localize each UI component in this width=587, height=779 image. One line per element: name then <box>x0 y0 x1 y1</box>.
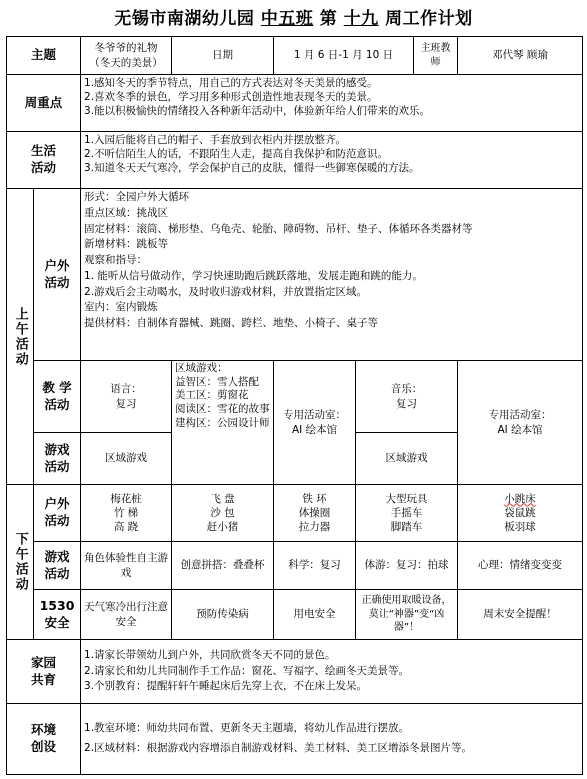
title-class: 中五班 <box>260 9 314 29</box>
week-focus-label: 周重点 <box>7 75 81 132</box>
safety-cell-3: 用电安全 <box>274 590 356 640</box>
life-label: 生活 活动 <box>7 132 81 189</box>
morning-game-a: 区域游戏 <box>81 433 172 485</box>
title-mid: 第 <box>319 9 338 29</box>
safety-cell-1: 天气寒冷出行注意安全 <box>81 590 172 640</box>
outdoor-col-4: 大型玩具 手摇车 脚踏车 <box>356 485 458 542</box>
afternoon-game-1: 角色体验性自主游戏 <box>81 542 172 590</box>
outdoor-col-3: 铁 环 体操圈 拉力器 <box>274 485 356 542</box>
title-prefix: 无锡市南湖幼儿园 <box>114 9 255 29</box>
morning-outdoor-content: 形式：全园户外大循环 重点区域：挑战区 固定材料：滚筒、梯形垫、乌龟壳、轮胎、障碍物、吊杆、垫子、体循环各类器材等 新增材料：跳板等 观察和指导： 1. 能听从信号做动作，学习快速助跑后跳跃落地，发展走跑和跳的能力。 2.游戏后会主动喝水，及时收归游戏材料，并放置指定区域。 室内：室内锻炼 提供材料：自制体育器械、跳圈、跨栏、地垫、小椅子、桌子等 <box>81 189 583 361</box>
safety-cell-2: 预防传染病 <box>172 590 274 640</box>
env-content <box>81 704 583 775</box>
outdoor-col-5: 小跳床 袋鼠跳 板羽球 <box>458 485 583 542</box>
morning-outdoor-label: 户外 活动 <box>34 189 81 361</box>
safety-cell-4: 正确使用取暖设备，莫让“神器”变“凶器”！ <box>356 590 458 640</box>
area-game-cell: 区域游戏： 益智区：雪人搭配 美工区：剪窗花 阅读区：雪花的故事 建构区：公园设计师 <box>172 361 274 485</box>
life-item: 1.入园后能将自己的帽子、手套放到衣柜内并摆放整齐。 <box>84 134 347 146</box>
week-focus-item: 3.能以积极愉快的情绪投入各种新年活动中，体验新年给人们带来的欢乐。 <box>84 105 431 118</box>
theme-value: 冬爷爷的礼物 （冬天的美景） <box>81 37 172 75</box>
page-title <box>0 4 587 29</box>
week-focus-content <box>81 75 583 132</box>
music-cell: 音乐： 复习 <box>356 361 458 433</box>
morning-game-label: 游戏 活动 <box>34 433 81 485</box>
home-label: 家园 共育 <box>7 640 81 704</box>
teacher-value: 邓代琴 顾瑜 <box>458 37 583 75</box>
outdoor-col-1: 梅花桩 竹 梯 高 跷 <box>81 485 172 542</box>
title-suffix: 周工作计划 <box>385 9 473 29</box>
safety-label: 1530 安全 <box>34 590 81 640</box>
language-cell: 语言： 复习 <box>81 361 172 433</box>
date-value: 1 月 6 日-1 月 10 日 <box>274 37 414 75</box>
afternoon-game-3: 科学：复习 <box>274 542 356 590</box>
special-room-cell-b: 专用活动室： AI 绘本馆 <box>458 361 583 485</box>
env-item: 2.区域材料：根据游戏内容增添自制游戏材料、美工材料、美工区增添冬景图片等。 <box>84 742 473 754</box>
life-content <box>81 132 583 189</box>
plan-table <box>6 36 583 775</box>
week-focus-item: 1.感知冬天的季节特点，用自己的方式表达对冬天美景的感受。 <box>84 77 378 89</box>
special-room-cell-a: 专用活动室： AI 绘本馆 <box>274 361 356 485</box>
home-item: 1.请家长带领幼儿到户外，共同欣赏冬天不同的景色。 <box>84 648 336 661</box>
teacher-label: 主班教师 <box>414 37 458 75</box>
afternoon-game-5: 心理：情绪变变变 <box>458 542 583 590</box>
afternoon-game-4: 体游：复习：拍球 <box>356 542 458 590</box>
afternoon-outdoor-label: 户外 活动 <box>34 485 81 542</box>
date-label: 日期 <box>172 37 274 75</box>
theme-label: 主题 <box>7 37 81 75</box>
afternoon-game-label: 游戏 活动 <box>34 542 81 590</box>
home-item: 3.个别教育：提醒轩轩午睡起床后先穿上衣，不在床上发呆。 <box>84 680 368 693</box>
home-content <box>81 640 583 704</box>
afternoon-game-2: 创意拼搭：叠叠杯 <box>172 542 274 590</box>
afternoon-label: 下午活动 <box>7 485 34 640</box>
morning-label: 上午活动 <box>7 189 34 485</box>
env-item: 1.教室环境：师幼共同布置、更新冬天主题墙，将幼儿作品进行摆放。 <box>84 722 410 735</box>
home-item: 2.请家长和幼儿共同制作手工作品：窗花、写福字、绘画冬天美景等。 <box>84 664 410 677</box>
life-item: 3.知道冬天天气寒冷，学会保护自己的皮肤，懂得一些御寒保暖的方法。 <box>84 162 420 175</box>
week-focus-item: 2.喜欢冬季的景色，学习用多种形式创造性地表现冬天的美景。 <box>84 91 378 104</box>
life-item: 2.不听信陌生人的话，不跟陌生人走，提高自我保护和防范意识。 <box>84 148 389 161</box>
morning-teach-label: 教 学 活动 <box>34 361 81 433</box>
safety-cell-5: 周末安全提醒！ <box>458 590 583 640</box>
morning-game-b: 区域游戏 <box>356 433 458 485</box>
title-week: 十九 <box>343 9 379 29</box>
outdoor-col-2: 飞 盘 沙 包 赶小猪 <box>172 485 274 542</box>
env-label: 环境 创设 <box>7 704 81 775</box>
